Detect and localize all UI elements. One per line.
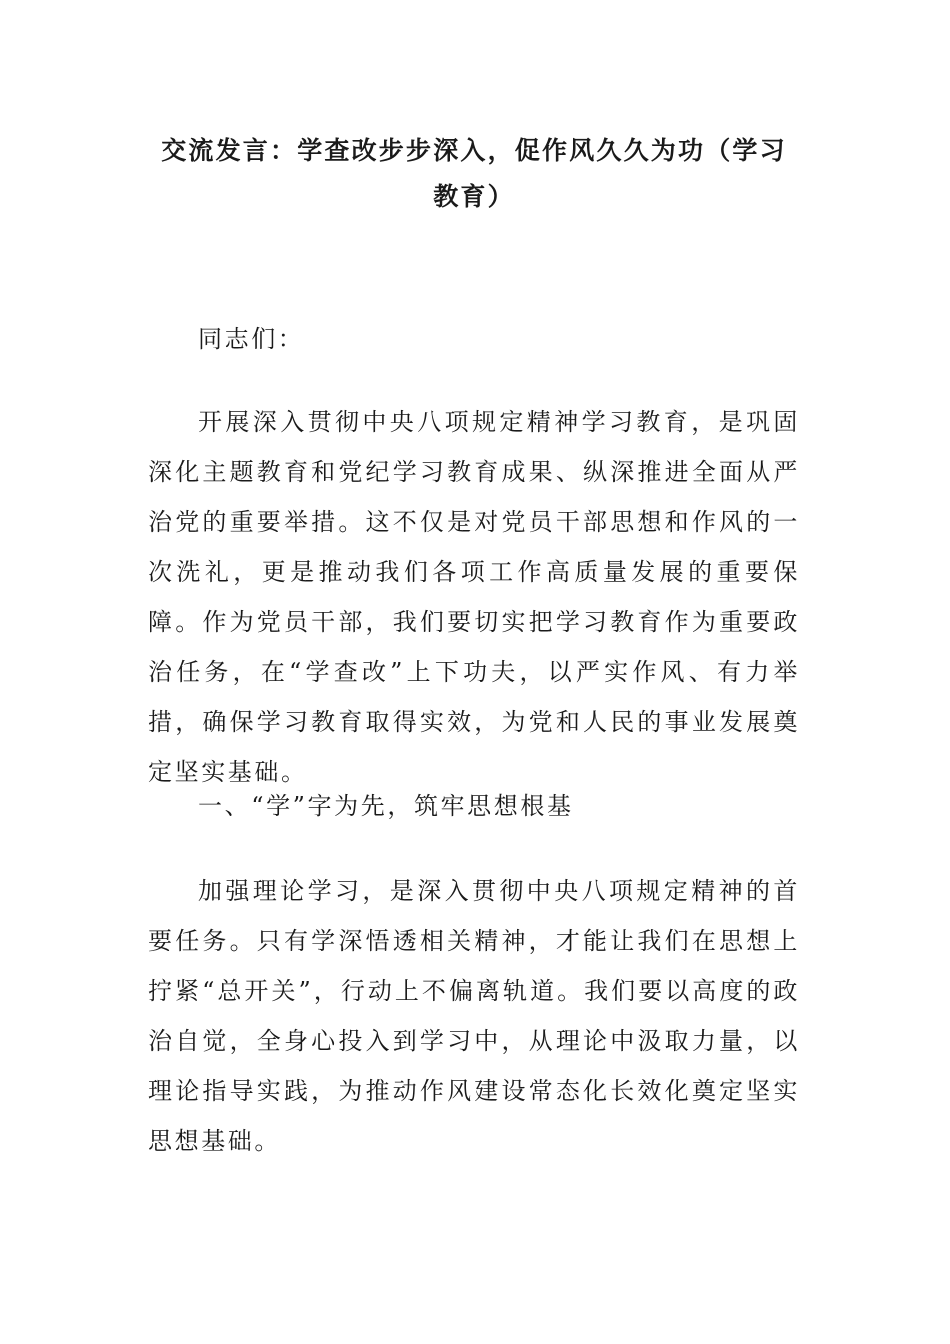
document-title: 交流发言：学查改步步深入，促作风久久为功（学习教育） — [161, 136, 787, 211]
section-body-1: 加强理论学习，是深入贯彻中央八项规定精神的首要任务。只有学深悟透相关精神，才能让我们在思想上拧紧“总开关”，行动上不偏离轨道。我们要以高度的政治自觉，全身心投入到学习中，从理论中汲取力量，以理论指导实践，为推动作风建设常态化长效化奠定坚实思想基础。 — [148, 877, 800, 1155]
salutation: 同志们： — [198, 325, 305, 353]
intro-paragraph: 开展深入贯彻中央八项规定精神学习教育，是巩固深化主题教育和党纪学习教育成果、纵深推进全面从严治党的重要举措。这不仅是对党员干部思想和作风的一次洗礼，更是推动我们各项工作高质量发展的重要保障。作为党员干部，我们要切实把学习教育作为重要政治任务，在“学查改”上下功夫，以严实作风、有力举措，确保学习教育取得实效，为党和人民的事业发展奠定坚实基础。 — [148, 408, 800, 786]
section-heading-1: 一、“学”字为先，筑牢思想根基 — [198, 792, 574, 820]
